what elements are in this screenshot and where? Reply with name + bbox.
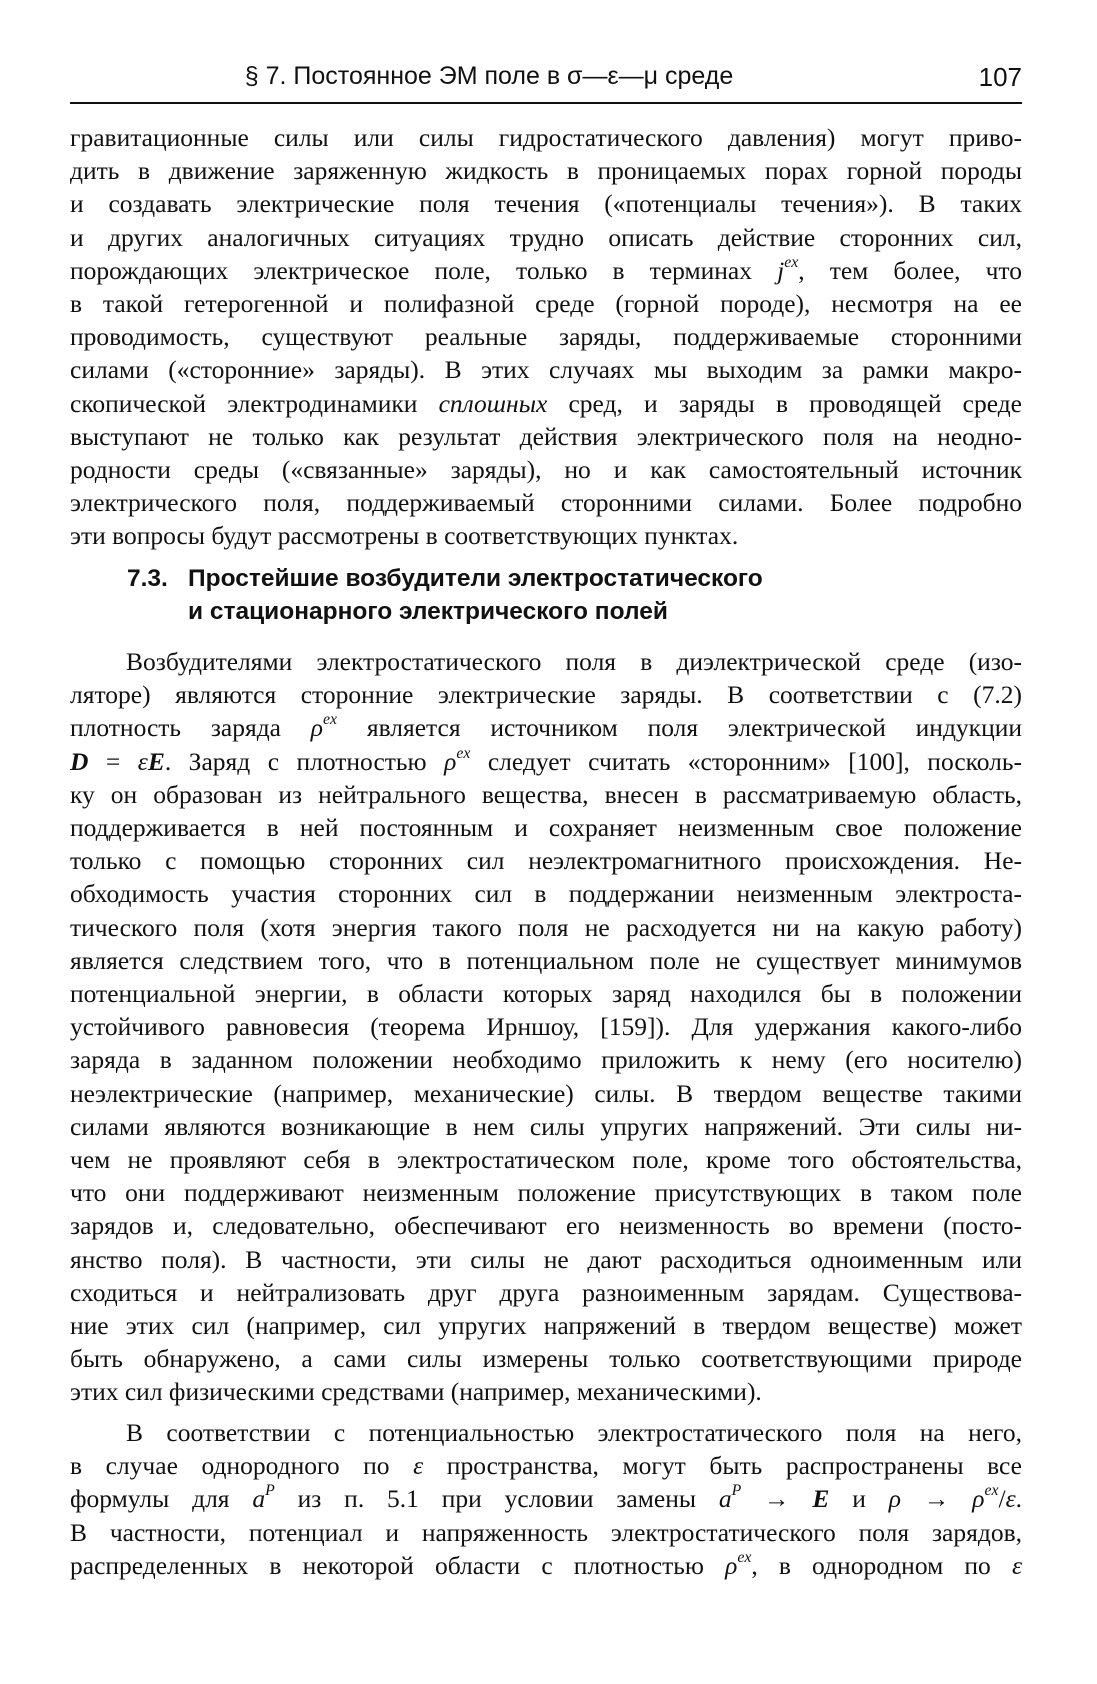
text-line: родности среды («связанные» заряды), но и как самостоятельный источник <box>70 455 1022 485</box>
text-line: В частности, потенциал и напряженность электростатического поля зарядов, <box>70 1517 1022 1547</box>
text-line: сходиться и нейтрализовать друг друга разноименным зарядам. Существова- <box>70 1277 1022 1307</box>
text-line: порождающих электрическое поле, только в терминах $j^{ex}$, тем более, что <box>70 253 1022 285</box>
text-line: устойчивого равновесия (теорема Ирншоу, [159]). Для удержания какого-либо <box>70 1012 1022 1042</box>
text-line: гравитационные силы или силы гидростатического давления) могут приво- <box>70 123 1022 152</box>
text-line: эти вопросы будут рассмотрены в соответствующих пунктах. <box>70 521 739 551</box>
text-line: ку он образован из нейтрального вещества, внесен в рассматриваемую область, <box>70 779 1022 809</box>
text-line: обходимость участия сторонних сил в поддержании неизменным электроста- <box>70 879 1022 909</box>
paragraph-1 <box>70 121 1022 553</box>
text-line: янство поля). В частности, эти силы не дают расходиться одноименным или <box>70 1244 1022 1274</box>
text-line: тического поля (хотя энергия такого поля не расходуется ни на какую работу) <box>70 912 1022 942</box>
text-line: что они поддерживают неизменным положение присутствующих в таком поле <box>70 1178 1022 1208</box>
page-number: 107 <box>978 62 1022 92</box>
text-line: дить в движение заряженную жидкость в проницаемых порах горной породы <box>70 156 1022 186</box>
text-line: формулы для $a^P$ из п. 5.1 при условии замены $a^P \to E$ и $\rho \to \rho^{ex}/\varepsilon$. <box>70 1482 1022 1514</box>
text-line: электрического поля, поддерживаемый сторонними силами. Более подробно <box>70 488 1022 518</box>
running-header <box>70 62 1022 102</box>
section-title-line-2: и стационарного электрического полей <box>188 598 668 625</box>
text-line: выступают не только как результат действия электрического поля на неодно- <box>70 421 1022 451</box>
text-line: в такой гетерогенной и полифазной среде (горной породе), несмотря на ее <box>70 289 1022 319</box>
text-line: В соответствии с потенциальностью электростатического поля на него, <box>126 1418 1022 1447</box>
text-line: D = εE. Заряд с плотностью $\rho^{ex}$ следует считать «сторонним» [100], посколь- <box>70 744 1022 776</box>
text-line: распределенных в некоторой области с плотностью $\rho^{ex}$, в однородном по ε <box>70 1548 1022 1580</box>
section-title-line-1: Простейшие возбудители электростатического <box>188 565 763 592</box>
text-line: ляторе) являются сторонние электрические заряды. В соответствии с (7.2) <box>70 680 1022 710</box>
text-line: неэлектрические (например, механические) силы. В твердом веществе такими <box>70 1078 1022 1108</box>
text-line: только с помощью сторонних сил неэлектромагнитного происхождения. Не- <box>70 846 1022 876</box>
running-title: § 7. Постоянное ЭМ поле в σ—ε—μ среде <box>244 62 734 90</box>
text-line: этих сил физическими средствами (например, механическими). <box>70 1377 762 1407</box>
paragraph-2 <box>70 645 1022 1409</box>
text-line: и других аналогичных ситуациях трудно описать действие сторонних сил, <box>70 222 1022 252</box>
text-line: в случае однородного по ε пространства, могут быть распространены все <box>70 1451 1023 1481</box>
paragraph-3 <box>70 1416 1022 1582</box>
text-line: ние этих сил (например, сил упругих напряжений в твердом веществе) может <box>70 1311 1022 1341</box>
text-line: и создавать электрические поля течения («потенциалы течения»). В таких <box>70 189 1022 219</box>
text-line: скопической электродинамики сплошных сред, и заряды в проводящей среде <box>70 388 1022 418</box>
text-line: является следствием того, что в потенциальном поле не существует минимумов <box>70 945 1022 975</box>
text-line: чем не проявляют себя в электростатическом поле, кроме того обстоятельства, <box>70 1145 1022 1175</box>
text-line: Возбудителями электростатического поля в диэлектрической среде (изо- <box>126 647 1022 676</box>
text-line: силами являются возникающие в нем силы упругих напряжений. Эти силы ни- <box>70 1111 1022 1141</box>
text-line: потенциальной энергии, в области которых заряд находился бы в положении <box>70 979 1022 1009</box>
text-line: зарядов и, следовательно, обеспечивают его неизменность во времени (посто- <box>70 1211 1022 1241</box>
header-rule <box>70 102 1022 104</box>
text-line: плотность заряда $\rho^{ex}$ является источником поля электрической индукции <box>70 711 1023 743</box>
text-line: поддерживается в ней постоянным и сохраняет неизменным свое положение <box>70 813 1022 843</box>
section-number: 7.3. <box>127 565 168 592</box>
text-line: быть обнаружено, а сами силы измерены только соответствующими природе <box>70 1344 1022 1374</box>
text-line: силами («сторонние» заряды). В этих случаях мы выходим за рамки макро- <box>70 355 1022 385</box>
text-line: проводимость, существуют реальные заряды, поддерживаемые сторонними <box>70 322 1022 352</box>
text-line: заряда в заданном положении необходимо приложить к нему (его носителю) <box>70 1045 1022 1075</box>
